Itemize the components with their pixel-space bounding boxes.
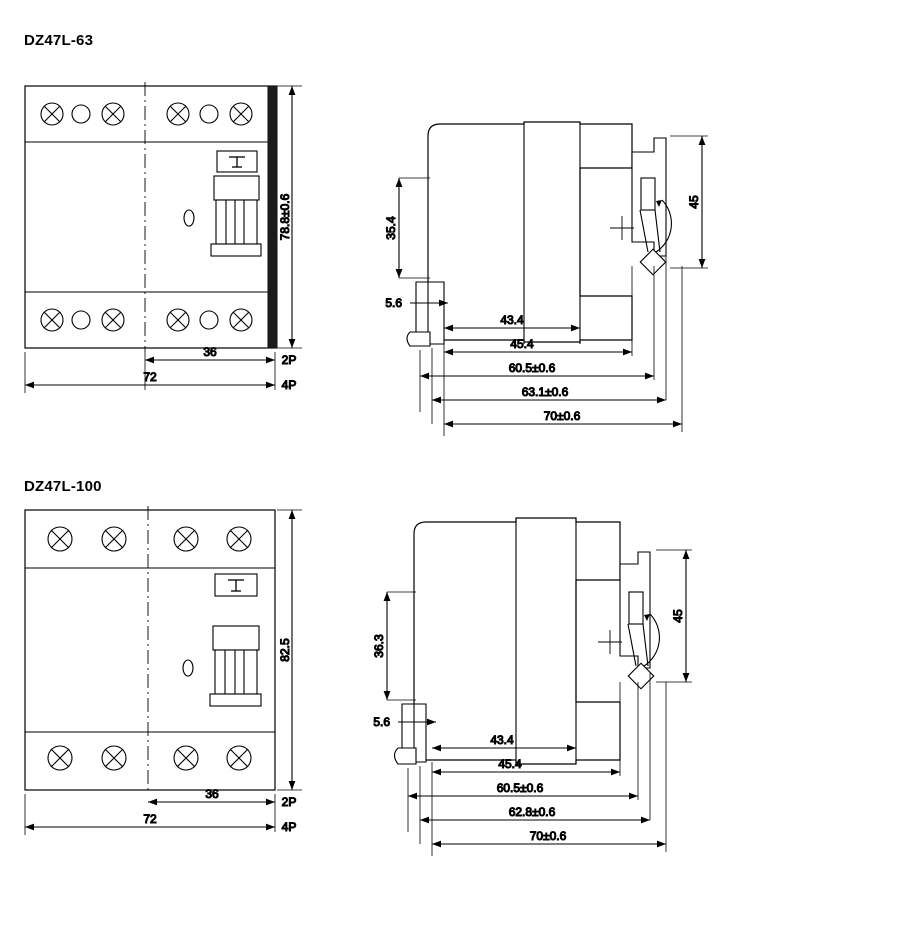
dim-text-5-6-63: 5.6 bbox=[385, 296, 402, 310]
label-2p-63: 2P bbox=[281, 353, 297, 367]
dim-text-5-6-100: 5.6 bbox=[373, 715, 390, 729]
label-4p-63: 4P bbox=[281, 378, 297, 392]
dim-text-43-4-100: 43.4 bbox=[490, 733, 514, 747]
dim-72-63 bbox=[25, 352, 296, 393]
dim-text-height-63: 78.8±0.6 bbox=[278, 193, 292, 241]
dim-text-36-3-100: 36.3 bbox=[372, 634, 386, 658]
side-view-63 bbox=[384, 122, 708, 436]
section-title-dz47l-63: DZ47L-63 bbox=[24, 32, 94, 49]
dim-text-72-63: 72 bbox=[143, 370, 157, 384]
label-2p-100: 2P bbox=[281, 795, 297, 809]
dim-text-70-100: 70±0.6 bbox=[529, 829, 567, 843]
side-view-100 bbox=[372, 518, 692, 856]
dim-text-60-5-100: 60.5±0.6 bbox=[496, 781, 544, 795]
dim-72-100 bbox=[25, 794, 296, 835]
dim-text-70-63: 70±0.6 bbox=[543, 409, 581, 423]
dim-text-62-8-100: 62.8±0.6 bbox=[508, 805, 556, 819]
figure-dz47l-63-svg bbox=[10, 60, 890, 460]
dim-height-63 bbox=[277, 86, 302, 348]
front-view-100 bbox=[25, 506, 302, 835]
rotation-center-63 bbox=[610, 216, 634, 240]
figure-dz47l-63 bbox=[10, 60, 890, 460]
dim-36-3-100 bbox=[372, 592, 416, 700]
dim-text-45-angle-63: 45 bbox=[687, 195, 701, 209]
dim-text-45-4-63: 45.4 bbox=[510, 337, 534, 351]
dim-text-72-100: 72 bbox=[143, 812, 157, 826]
dim-height-100 bbox=[277, 510, 302, 790]
dim-35-4-63 bbox=[384, 178, 430, 278]
rotation-center-100 bbox=[598, 630, 622, 654]
dim-text-36-100: 36 bbox=[205, 787, 219, 801]
dim-text-36-63: 36 bbox=[203, 345, 217, 359]
figure-dz47l-100 bbox=[10, 500, 890, 920]
dim-36-100 bbox=[148, 787, 296, 832]
dim-45-angle-63 bbox=[670, 136, 708, 268]
section-title-dz47l-100: DZ47L-100 bbox=[24, 478, 102, 495]
dim-text-63-1-63: 63.1±0.6 bbox=[521, 385, 569, 399]
dim-text-height-100: 82.5 bbox=[278, 638, 292, 662]
dim-45-angle-100 bbox=[656, 550, 692, 682]
figure-dz47l-100-svg bbox=[10, 500, 890, 920]
dim-text-60-5-63: 60.5±0.6 bbox=[508, 361, 556, 375]
dim-text-45-angle-100: 45 bbox=[671, 609, 685, 623]
dim-text-35-4-63: 35.4 bbox=[384, 216, 398, 240]
dim-36-63 bbox=[145, 345, 296, 390]
front-view-63 bbox=[25, 82, 302, 393]
dim-text-43-4-63: 43.4 bbox=[500, 313, 524, 327]
dim-text-45-4-100: 45.4 bbox=[498, 757, 522, 771]
label-4p-100: 4P bbox=[281, 820, 297, 834]
